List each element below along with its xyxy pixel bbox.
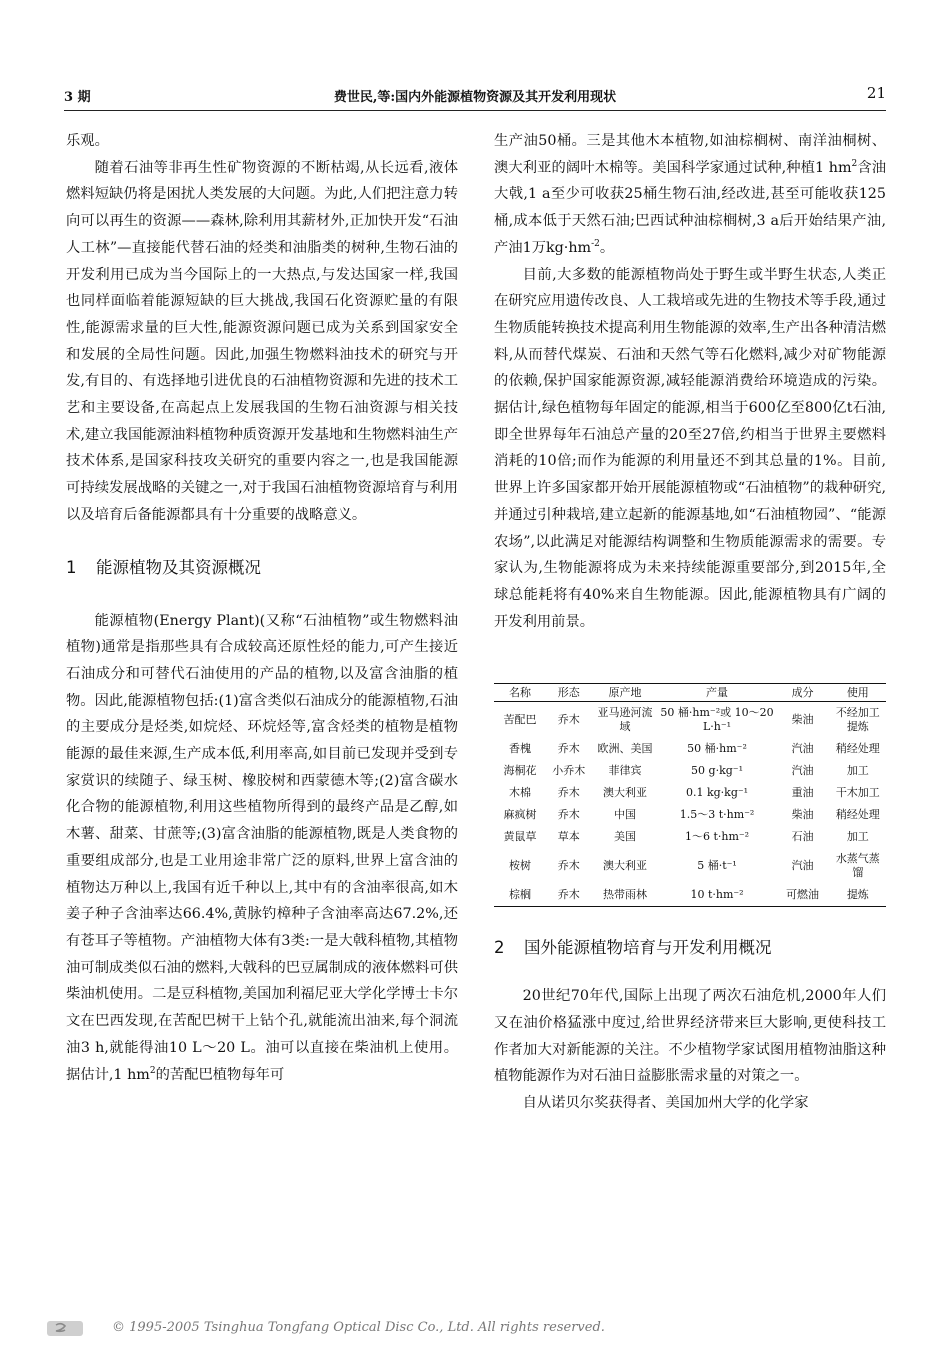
table-cell: 热带雨林 xyxy=(591,884,658,907)
table-cell: 不经加工提炼 xyxy=(835,706,880,734)
superscript: -2 xyxy=(591,239,600,250)
table-cell: 柴油 xyxy=(791,713,814,727)
section-title: 能源植物及其资源概况 xyxy=(96,557,261,577)
paragraph: 随着石油等非再生性矿物资源的不断枯竭,从长远看,液体燃料短缺仍将是困扰人类发展的大问题。为此,人们把注意力转向可以再生的资源——森林,除利用其薪材外,正加快开发“石油人工林”—直接能代替石油的烃类和油脂类的树种,生物石油的开发利用已成为当今国际上的一大热点,与发达国家一样,我国也同样面临着能源短缺的巨大挑战,我国石化资源贮量的有限性,能源需求量的巨大性,能源资源问题已成为关系到国家安全和发展的全局性问题。因此,加强生物燃料油技术的研究与开发,有目的、有选择地引进优良的石油植物资源和先进的技术工艺和主要设备,在高起点上发展我国的生物石油资源与相关技术,建立我国能源油料植物种质资源开发基地和生物燃料油生产技术体系,是国家科技攻关研究的重要内容之一,也是我国能源可持续发展战略的关键之一,对于我国石油植物资源培育与利用以及培育后备能源都具有十分重要的战略意义。 xyxy=(66,159,458,523)
table-cell: 澳大利亚 xyxy=(603,859,647,873)
table-cell: 重油 xyxy=(791,786,814,800)
table-cell: 苦配巴 xyxy=(503,713,537,727)
table-cell: 麻疯树 xyxy=(503,808,537,822)
table-cell: 小乔木 xyxy=(552,764,586,778)
paragraph: 乐观。 xyxy=(66,133,109,149)
footer xyxy=(46,1318,906,1340)
superscript: 2 xyxy=(851,158,858,169)
table-cell: 1～6 t·hm⁻² xyxy=(684,830,750,844)
right-column xyxy=(494,128,886,1117)
table-cell: 海桐花 xyxy=(503,764,537,778)
publisher-logo-icon xyxy=(46,1318,86,1338)
header-rule xyxy=(64,110,886,111)
table-cell: 汽油 xyxy=(791,764,814,778)
table-cell: 乔木 xyxy=(557,786,580,800)
table-cell: 亚马逊河流域 xyxy=(597,706,653,734)
paragraph-text: 能源植物(Energy Plant)(又称“石油植物”或生物燃料油植物)通常是指那些具有合成较高还原性烃的能力,可产生接近石油成分和可替代石油使用的产品的植物,以及富含油脂的植物。因此,能源植物包括:(1)富含类似石油成分的能源植物,石油的主要成分是烃类,如烷烃、环烷烃等,富含烃类的植物是植物能源的最佳来源,生产成本低,利用率高,如目前已发现并受到专家赏识的续随子、绿玉树、橡胶树和西蒙德木等;(2)富含碳水化合物的能源植物,利用这些植物所得到的最终产品是乙醇,如木薯、甜菜、甘蔗等;(3)富含油脂的能源植物,既是人类食物的重要组成部分,也是工业用途非常广泛的原料,世界上富含油的植物达万种以上,我国有近千种以上,其中有的含油率很高,如木姜子种子含油率达66.4%,黄脉钓樟种子含油率高达67.2%,还有苍耳子等植物。产油植物大体有3类:一是大戟科植物,其植物油可制成类似石油的燃料,大戟科的巴豆属制成的液体燃料可供柴油机使用。二是豆科植物,美国加利福尼亚大学化学博士卡尔文在巴西发现,在苦配巴树干上钻个孔,就能流出油来,每个洞流油3 h,就能得油10 L～20 L。油可以直接在柴油机上使用。据估计,1 hm xyxy=(66,612,458,1083)
superscript: 2 xyxy=(149,1065,156,1076)
table-row xyxy=(494,884,886,907)
table-cell: 桉树 xyxy=(508,859,531,873)
table-cell: 中国 xyxy=(614,808,636,822)
table-cell: 5 桶·t⁻¹ xyxy=(697,859,737,873)
column-header: 成分 xyxy=(776,684,830,702)
paragraph xyxy=(66,608,458,1089)
paragraph-text: 。 xyxy=(599,239,615,256)
running-title: 费世民,等:国内外能源植物资源及其开发利用现状 xyxy=(333,90,617,105)
table-row xyxy=(494,804,886,826)
table-cell: 干木加工 xyxy=(835,786,880,800)
table-cell: 50 桶·hm⁻²或 10～20 L·h⁻¹ xyxy=(660,706,774,734)
table-row xyxy=(494,738,886,760)
paragraph: 20世纪70年代,国际上出现了两次石油危机,2000年人们又在油价格猛涨中度过,给世界经济带来巨大影响,更使科技工作者加大对新能源的关注。不少植物学家试图用植物油脂这种植物能源作为对石油日益膨胀需求量的对策之一。 xyxy=(494,988,886,1085)
table-cell: 50 g·kg⁻¹ xyxy=(691,764,744,778)
table-cell: 50 桶·hm⁻² xyxy=(687,742,747,756)
page-number: 21 xyxy=(866,84,886,102)
table-cell: 石油 xyxy=(791,830,814,844)
column-header: 形态 xyxy=(546,684,591,702)
table-cell: 菲律宾 xyxy=(608,764,642,778)
section-title: 国外能源植物培育与开发利用概况 xyxy=(524,938,772,958)
table-cell: 乔木 xyxy=(546,884,591,907)
table-cell: 乔木 xyxy=(557,859,580,873)
section-heading xyxy=(494,935,886,961)
table-cell: 黄鼠草 xyxy=(503,830,537,844)
table-cell: 汽油 xyxy=(791,742,814,756)
energy-plants-table xyxy=(494,683,886,907)
copyright-notice: © 1995-2005 Tsinghua Tongfang Optical Disc Co., Ltd. All rights reserved. xyxy=(112,1320,605,1335)
table-cell: 乔木 xyxy=(557,742,580,756)
table-row xyxy=(494,826,886,848)
column-header: 原产地 xyxy=(591,684,658,702)
table-cell: 草本 xyxy=(557,830,580,844)
column-header: 名称 xyxy=(494,684,546,702)
paragraph: 目前,大多数的能源植物尚处于野生或半野生状态,人类正在研究应用遗传改良、人工栽培或先进的生物技术等手段,通过生物质能转换技术提高利用生物能源的效率,生产出各种清洁燃料,从而替代煤炭、石油和天然气等石化燃料,减少对矿物能源的依赖,保护国家能源资源,减轻能源消费给环境造成的污染。据估计,绿色植物每年固定的能源,相当于600亿至800亿t石油,即全世界每年石油总产量的20至27倍,约相当于世界主要燃料消耗的10倍;而作为能源的利用量还不到其总量的1%。目前,世界上许多国家都开始开展能源植物或“石油植物”的栽种研究,并通过引种栽培,建立起新的能源基地,如“石油植物园”、“能源农场”,以此满足对能源结构调整和生物质能源需求的需要。专家认为,生物能源将成为未来持续能源重要部分,到2015年,全球总能耗将有40%来自生物能源。因此,能源植物具有广阔的开发利用前景。 xyxy=(494,266,887,630)
table-header-row xyxy=(494,684,886,702)
table-cell: 美国 xyxy=(614,830,636,844)
paragraph-text: 的苦配巴植物每年可 xyxy=(155,1066,285,1083)
table-cell: 木棉 xyxy=(508,786,531,800)
table-cell: 汽油 xyxy=(791,859,814,873)
table-cell: 香槐 xyxy=(508,742,531,756)
table-cell: 乔木 xyxy=(557,713,580,727)
column-header: 产量 xyxy=(659,684,776,702)
section-number: 2 xyxy=(494,938,505,958)
table-cell: 乔木 xyxy=(557,808,580,822)
paragraph xyxy=(494,128,886,262)
paragraph-text: 含油大戟,1 a至少可收获25桶生物石油,经改进,甚至可能收获125桶,成本低于天然石油;巴西试种油棕榈树,3 a后开始结果产油,产油1万kg·hm xyxy=(494,159,886,256)
plant-table-wrap xyxy=(494,683,886,907)
table-cell: 欧洲、美国 xyxy=(597,742,653,756)
running-header xyxy=(64,84,886,106)
table-cell: 0.1 kg·kg⁻¹ xyxy=(685,786,749,800)
table-cell: 稍经处理 xyxy=(835,808,880,822)
table-cell: 可燃油 xyxy=(776,884,830,907)
table-cell: 水蒸气蒸馏 xyxy=(835,852,880,880)
issue-label: 3 期 xyxy=(64,90,91,105)
table-cell: 稍经处理 xyxy=(835,742,880,756)
table-cell: 柴油 xyxy=(791,808,814,822)
table-cell: 澳大利亚 xyxy=(603,786,647,800)
paragraph: 自从诺贝尔奖获得者、美国加州大学的化学家 xyxy=(522,1095,809,1112)
table-row xyxy=(494,760,886,782)
table-row xyxy=(494,848,886,884)
table-cell: 加工 xyxy=(846,830,869,844)
table-cell: 棕榈 xyxy=(494,884,546,907)
table-row xyxy=(494,782,886,804)
table-cell: 提炼 xyxy=(830,884,886,907)
section-heading xyxy=(66,555,458,581)
left-column xyxy=(66,128,458,1088)
column-header: 使用 xyxy=(830,684,886,702)
table-cell: 10 t·hm⁻² xyxy=(659,884,776,907)
paragraph-text: 生产油50桶。三是其他木本植物,如油棕榈树、南洋油桐树、澳大利亚的阔叶木棉等。美国科学家通过试种,种植1 hm xyxy=(494,133,886,176)
table-row xyxy=(494,702,886,739)
table-cell: 加工 xyxy=(846,764,869,778)
table-cell: 1.5～3 t·hm⁻² xyxy=(679,808,755,822)
section-number: 1 xyxy=(66,557,77,577)
